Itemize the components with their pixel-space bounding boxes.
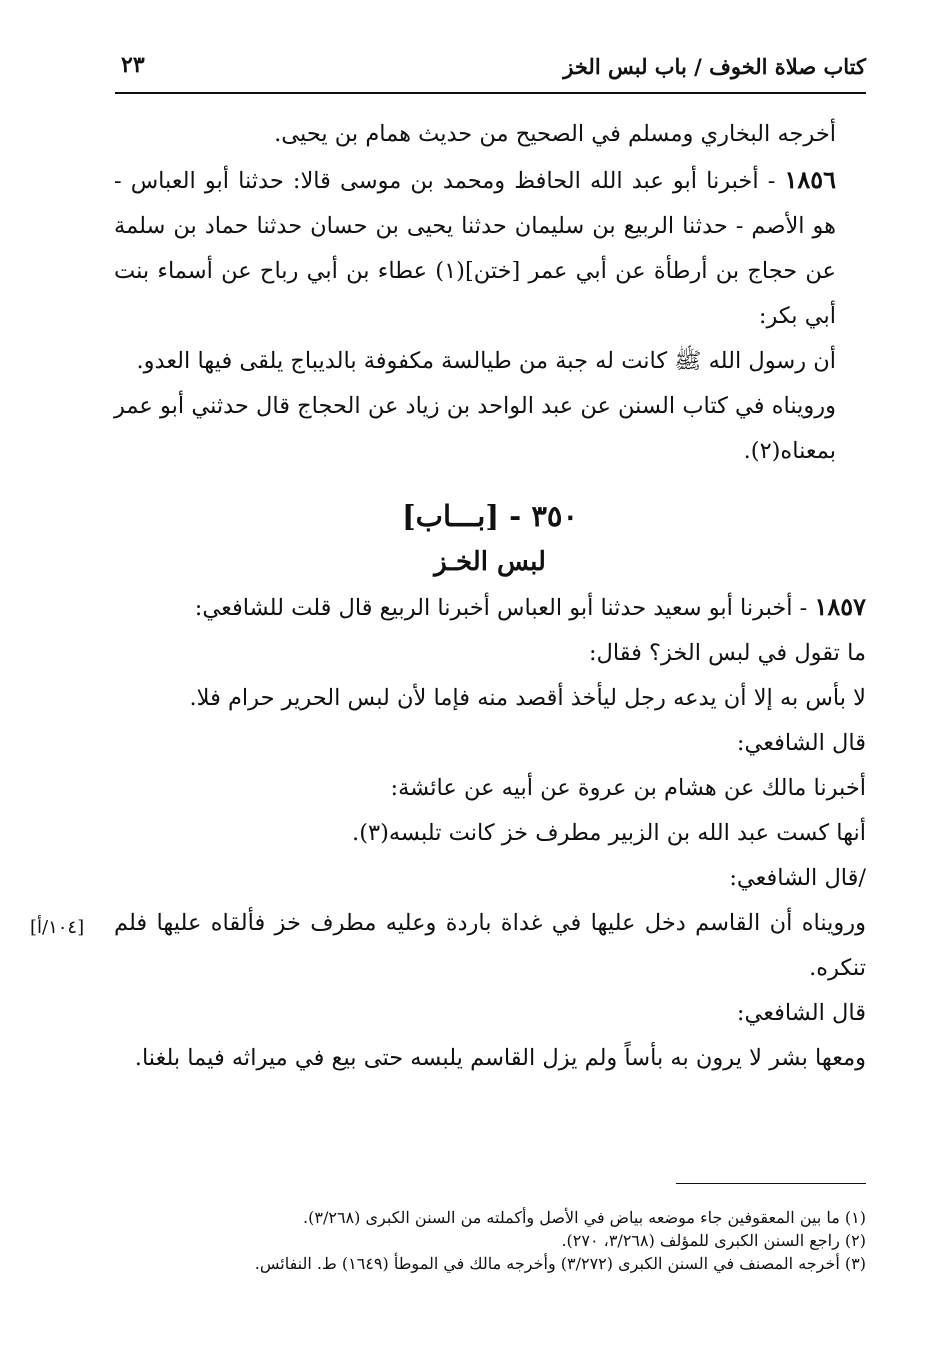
paragraph-3: أن رسول الله ﷺ كانت له جبة من طيالسة مكفوفة بالديباج يلقى فيها العدو.: [136, 348, 836, 374]
manuscript-folio-marker: [١٠٤/أ]: [30, 917, 85, 938]
footnote-divider: [676, 1183, 866, 1184]
footnote-1: (١) ما بين المعقوفين جاء موضعه بياض في الأصل وأكملته من السنن الكبرى (٣/٢٦٨).: [303, 1208, 866, 1227]
paragraph-7: لا بأس به إلا أن يدعه رجل ليأخذ أقصد منه فإما لأن لبس الحرير حرام فلا.: [189, 685, 866, 711]
running-title: كتاب صلاة الخوف / باب لبس الخز: [563, 54, 866, 79]
footnote-3: (٣) أخرجه المصنف في السنن الكبرى (٣/٢٧٢) وأخرجه مالك في الموطأ (١٦٤٩) ط. النفائس.: [254, 1254, 866, 1273]
paragraph-10: أنها كست عبد الله بن الزبير مطرف خز كانت تلبسه(٣).: [352, 820, 866, 846]
paragraph-12: ورويناه أن القاسم دخل عليها في غداة باردة وعليه مطرف خز فألقاه عليها فلم تنكره.: [114, 910, 866, 981]
hadith-text: - أخبرنا أبو عبد الله الحافظ ومحمد بن موسى قالا: حدثنا أبو العباس - هو الأصم - حدثنا الربيع بن سليمان حدثنا يحيى بن حسان حدثنا حماد بن سلمة عن حجاج بن أرطأة عن أبي عمر [ختن](١) عطاء بن أبي رباح عن أسماء بنت أبي بكر:: [114, 168, 836, 329]
chapter-title: لبس الخـز: [434, 547, 546, 577]
paragraph-11: /قال الشافعي:: [729, 865, 866, 891]
paragraph-1: أخرجه البخاري ومسلم في الصحيح من حديث همام بن يحيى.: [274, 121, 836, 147]
hadith-number: ١٨٥٧: [814, 592, 866, 621]
page-header: [115, 50, 866, 94]
paragraph-13: قال الشافعي:: [736, 1000, 866, 1026]
main-text: [114, 112, 866, 1081]
paragraph-8: قال الشافعي:: [736, 730, 866, 756]
paragraph-9: أخبرنا مالك عن هشام بن عروة عن أبيه عن عائشة:: [390, 775, 866, 801]
hadith-text: - أخبرنا أبو سعيد حدثنا أبو العباس أخبرنا الربيع قال قلت للشافعي:: [194, 595, 815, 621]
paragraph-4: ورويناه في كتاب السنن عن عبد الواحد بن زياد عن الحجاج قال حدثني أبو عمر بمعناه(٢).: [114, 393, 836, 464]
footnote-2: (٢) راجع السنن الكبرى للمؤلف (٣/٢٦٨، ٢٧٠).: [561, 1231, 866, 1250]
hadith-1857: [114, 584, 866, 631]
paragraph-14: ومعها بشر لا يرون به بأساً ولم يزل القاسم يلبسه حتى بيع في ميراثه فيما بلغنا.: [134, 1045, 866, 1071]
hadith-number: ١٨٥٦: [784, 165, 836, 194]
footnotes: [66, 1206, 866, 1275]
chapter-number: ٣٥٠ - [بـــاب]: [401, 499, 579, 533]
page-number: ٢٣: [121, 52, 145, 78]
paragraph-6: ما تقول في لبس الخز؟ فقال:: [588, 640, 866, 666]
hadith-1856: [114, 157, 866, 339]
